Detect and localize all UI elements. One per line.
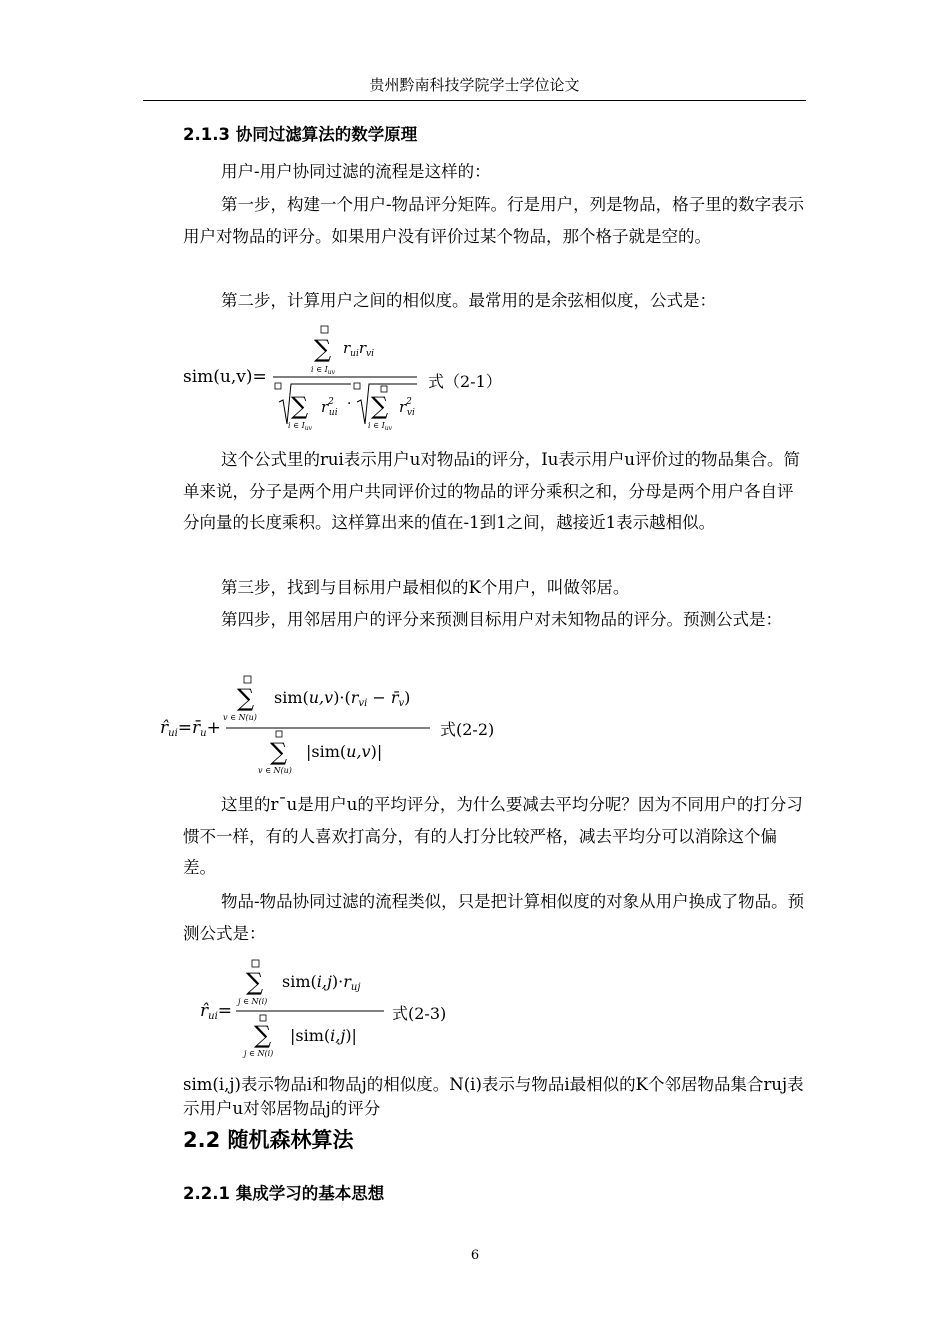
svg-text:·: ·	[347, 396, 352, 412]
svg-text:r̂ui=r̄u+: r̂ui=r̄u+	[160, 718, 221, 739]
svg-text:r2ui: $r^2$ ui	[321, 397, 338, 418]
paragraph-step-2: 第二步，计算用户之间的相似度。最常用的是余弦相似度，公式是：	[221, 291, 716, 310]
equation-label-2-2: 式(2-2)	[440, 720, 495, 739]
svg-text:v ∈ N(u): v ∈ N(u)	[258, 766, 292, 775]
svg-text:j ∈ N(i): j ∈ N(i)	[238, 997, 268, 1006]
svg-text:r̂ui=: r̂ui=	[200, 1001, 233, 1022]
svg-text:∑: ∑	[254, 1021, 272, 1049]
equation-label-2-1: 式（2-1）	[428, 372, 502, 391]
svg-text:i ∈ Iuv: i ∈ $I_{uv}$	[288, 421, 312, 432]
section-heading-2-2: 2.2 随机森林算法	[183, 1128, 354, 1152]
page-number: 6	[470, 1248, 480, 1263]
paragraph-step-3: 第三步，找到与目标用户最相似的K个用户，叫做邻居。	[221, 578, 630, 597]
paragraph-item-formula-explanation: sim(i,j)表示物品i和物品j的相似度。N(i)表示与物品i最相似的K个邻居物品集合ruj表示用户u对邻居物品j的评分	[183, 1075, 804, 1118]
svg-text:|sim(i,j)|: |sim(i,j)|	[290, 1026, 357, 1045]
paragraph-user-cf-intro: 用户-用户协同过滤的流程是这样的：	[221, 162, 491, 181]
eq1-lhs: sim(u,v)=	[183, 367, 267, 387]
svg-text:|sim(u,v)|: |sim(u,v)|	[306, 742, 383, 761]
svg-text:∑: ∑	[291, 392, 309, 420]
svg-text:i ∈ Iuv: i ∈ $I_{uv}$	[311, 365, 335, 376]
equation-label-2-3: 式(2-3)	[392, 1004, 447, 1023]
svg-text:∑: ∑	[371, 392, 389, 420]
equation-2-1	[183, 322, 503, 434]
svg-text:∑: ∑	[246, 968, 264, 996]
paragraph-step-1: 第一步，构建一个用户-物品评分矩阵。行是用户，列是物品，格子里的数字表示用户对物品的评分。如果用户没有评价过某个物品，那个格子就是空的。	[183, 195, 805, 246]
svg-text:sim(u,v)·(rvi − r̄v): sim(u,v)·(rvi − r̄v)	[274, 688, 411, 709]
section-heading-2-1-3: 2.1.3 协同过滤算法的数学原理	[183, 125, 418, 144]
thesis-title: 贵州黔南科技学院学士学位论文	[369, 76, 580, 94]
paragraph-item-cf: 物品-物品协同过滤的流程类似，只是把计算相似度的对象从用户换成了物品。预测公式是：	[183, 892, 805, 943]
paragraph-mean-explanation: 这里的r¯u是用户u的平均评分，为什么要减去平均分呢？因为不同用户的打分习惯不一样，有的人喜欢打高分，有的人打分比较严格，减去平均分可以消除这个偏差。	[183, 795, 803, 877]
section-heading-2-2-1: 2.2.1 集成学习的基本思想	[183, 1184, 385, 1203]
svg-text:j ∈ N(i): j ∈ N(i)	[244, 1049, 274, 1058]
paragraph-step-4: 第四步，用邻居用户的评分来预测目标用户对未知物品的评分。预测公式是：	[221, 610, 782, 629]
svg-text:∑: ∑	[270, 738, 288, 766]
svg-text:v ∈ N(u): v ∈ N(u)	[223, 713, 257, 722]
equation-2-2	[160, 672, 520, 782]
paragraph-formula-explanation: 这个公式里的rui表示用户u对物品i的评分，Iu表示用户u评价过的物品集合。简单来说，分子是两个用户共同评价过的物品的评分乘积之和，分母是两个用户各自评分向量的长度乘积。这样算出来的值在-1到1之间，越接近1表示越相似。	[183, 450, 800, 532]
equation-2-3	[200, 956, 480, 1066]
svg-text:i ∈ Iuv: i ∈ $I_{uv}$	[368, 421, 392, 432]
svg-text:r2vi: $r^2$ vi	[399, 397, 415, 418]
svg-text:∑: ∑	[237, 684, 255, 712]
svg-text:ruirvi: $r_{ui}r_{vi}$	[343, 339, 374, 359]
page-header	[143, 70, 806, 101]
svg-text:∑: ∑	[314, 335, 332, 363]
svg-text:sim(i,j)·ruj: sim(i,j)·ruj	[282, 972, 361, 993]
